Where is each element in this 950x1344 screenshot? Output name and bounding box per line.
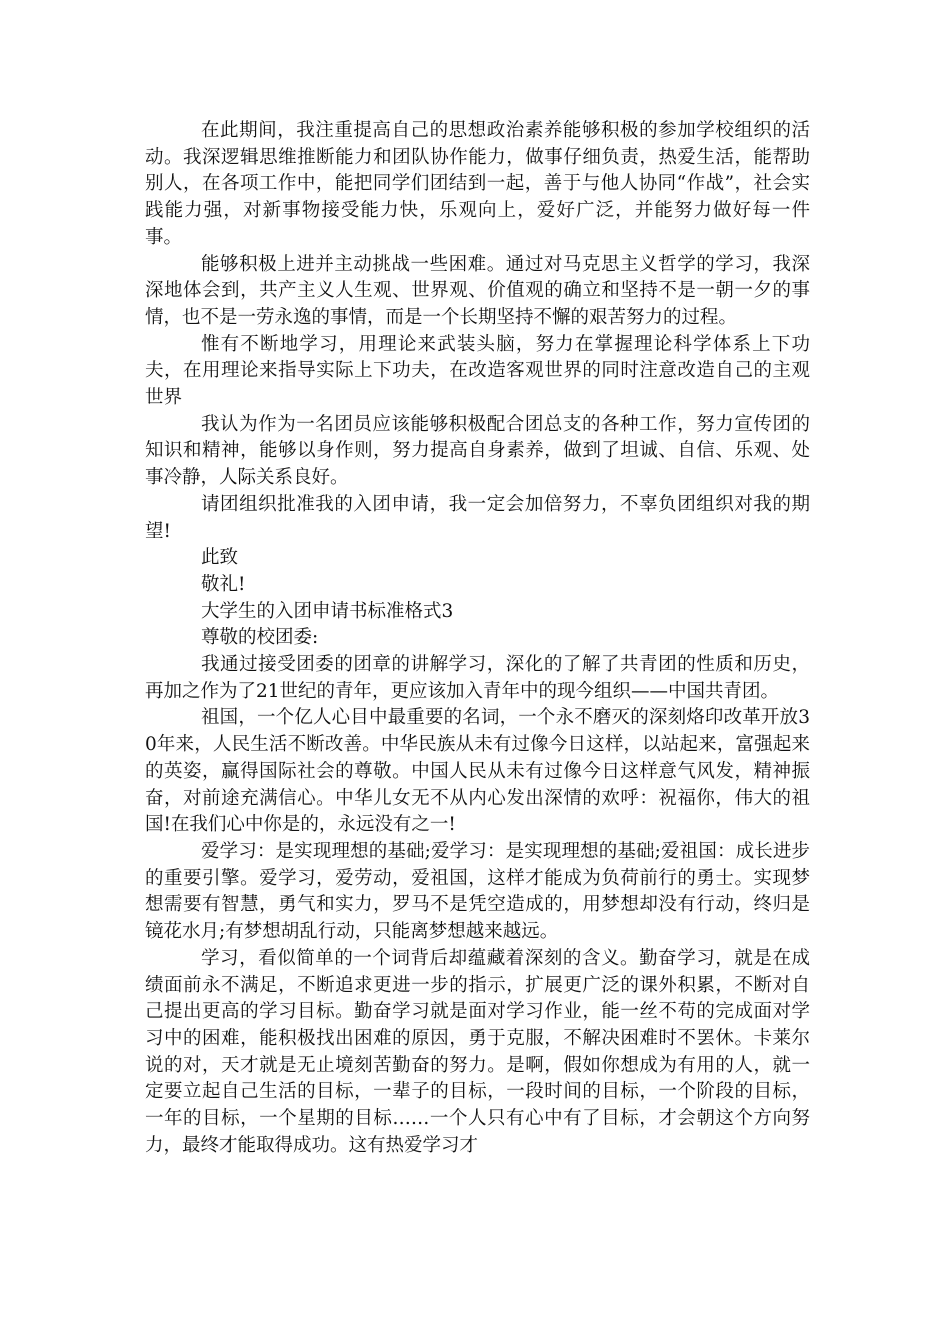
paragraph-7: 祖国，一个亿人心目中最重要的名词，一个永不磨灭的深刻烙印改革开放30年来，人民生活不断改善。中华民族从未有过像今日这样，以站起来，富强起来的英姿，赢得国际社会的尊敬。中国人民从未有过像今日这样意气风发，精神振奋，对前途充满信心。中华儿女无不从内心发出深情的欢呼：祝福你，伟大的祖国!在我们心中你是的，永远没有之一! [145,707,810,836]
paragraph-8: 爱学习：是实现理想的基础;爱学习：是实现理想的基础;爱祖国：成长进步的重要引擎。爱学习，爱劳动，爱祖国，这样才能成为负荷前行的勇士。实现梦想需要有智慧，勇气和实力，罗马不是凭空造成的，用梦想却没有行动，终归是镜花水月;有梦想胡乱行动，只能离梦想越来越远。 [145,840,810,943]
paragraph-3: 惟有不断地学习，用理论来武装头脑，努力在掌握理论科学体系上下功夫，在用理论来指导实际上下功夫，在改造客观世界的同时注意改造自己的主观世界 [145,333,810,409]
section-heading: 大学生的入团申请书标准格式3 [201,600,454,622]
closing-regards: 敬礼! [201,573,246,595]
greeting: 尊敬的校团委: [201,627,319,649]
closing-salutation: 此致 [201,547,239,569]
document-page [145,118,810,1159]
paragraph-6: 我通过接受团委的团章的讲解学习，深化的了解了共青团的性质和历史，再加之作为了21世纪的青年，更应该加入青年中的现今组织——中国共青团。 [145,654,810,702]
paragraph-4: 我认为作为一名团员应该能够积极配合团总支的各种工作，努力宣传团的知识和精神，能够以身作则，努力提高自身素养，做到了坦诚、自信、乐观、处事冷静，人际关系良好。 [145,413,810,489]
paragraph-9: 学习，看似简单的一个词背后却蕴藏着深刻的含义。勤奋学习，就是在成绩面前永不满足，不断追求更进一步的指示，扩展更广泛的课外积累，不断对自己提出更高的学习目标。勤奋学习就是面对学习作业，能一丝不苟的完成面对学习中的困难，能积极找出困难的原因，勇于克服，不解决困难时不罢休。卡莱尔说的对，天才就是无止境刻苦勤奋的努力。是啊，假如你想成为有用的人，就一定要立起自己生活的目标，一辈子的目标，一段时间的目标，一个阶段的目标，一年的目标，一个星期的目标……一个人只有心中有了目标，才会朝这个方向努力，最终才能取得成功。这有热爱学习才 [145,947,810,1156]
paragraph-2: 能够积极上进并主动挑战一些困难。通过对马克思主义哲学的学习，我深深地体会到，共产主义人生观、世界观、价值观的确立和坚持不是一朝一夕的事情，也不是一劳永逸的事情，而是一个长期坚持不懈的艰苦努力的过程。 [145,253,810,328]
paragraph-1: 在此期间，我注重提高自己的思想政治素养能够积极的参加学校组织的活动。我深逻辑思维推断能力和团队协作能力，做事仔细负责，热爱生活，能帮助别人，在各项工作中，能把同学们团结到一起，善于与他人协同“作战”，社会实践能力强，对新事物接受能力快，乐观向上，爱好广泛，并能努力做好每一件事。 [145,120,810,248]
paragraph-5: 请团组织批准我的入团申请，我一定会加倍努力，不辜负团组织对我的期望! [145,493,810,542]
